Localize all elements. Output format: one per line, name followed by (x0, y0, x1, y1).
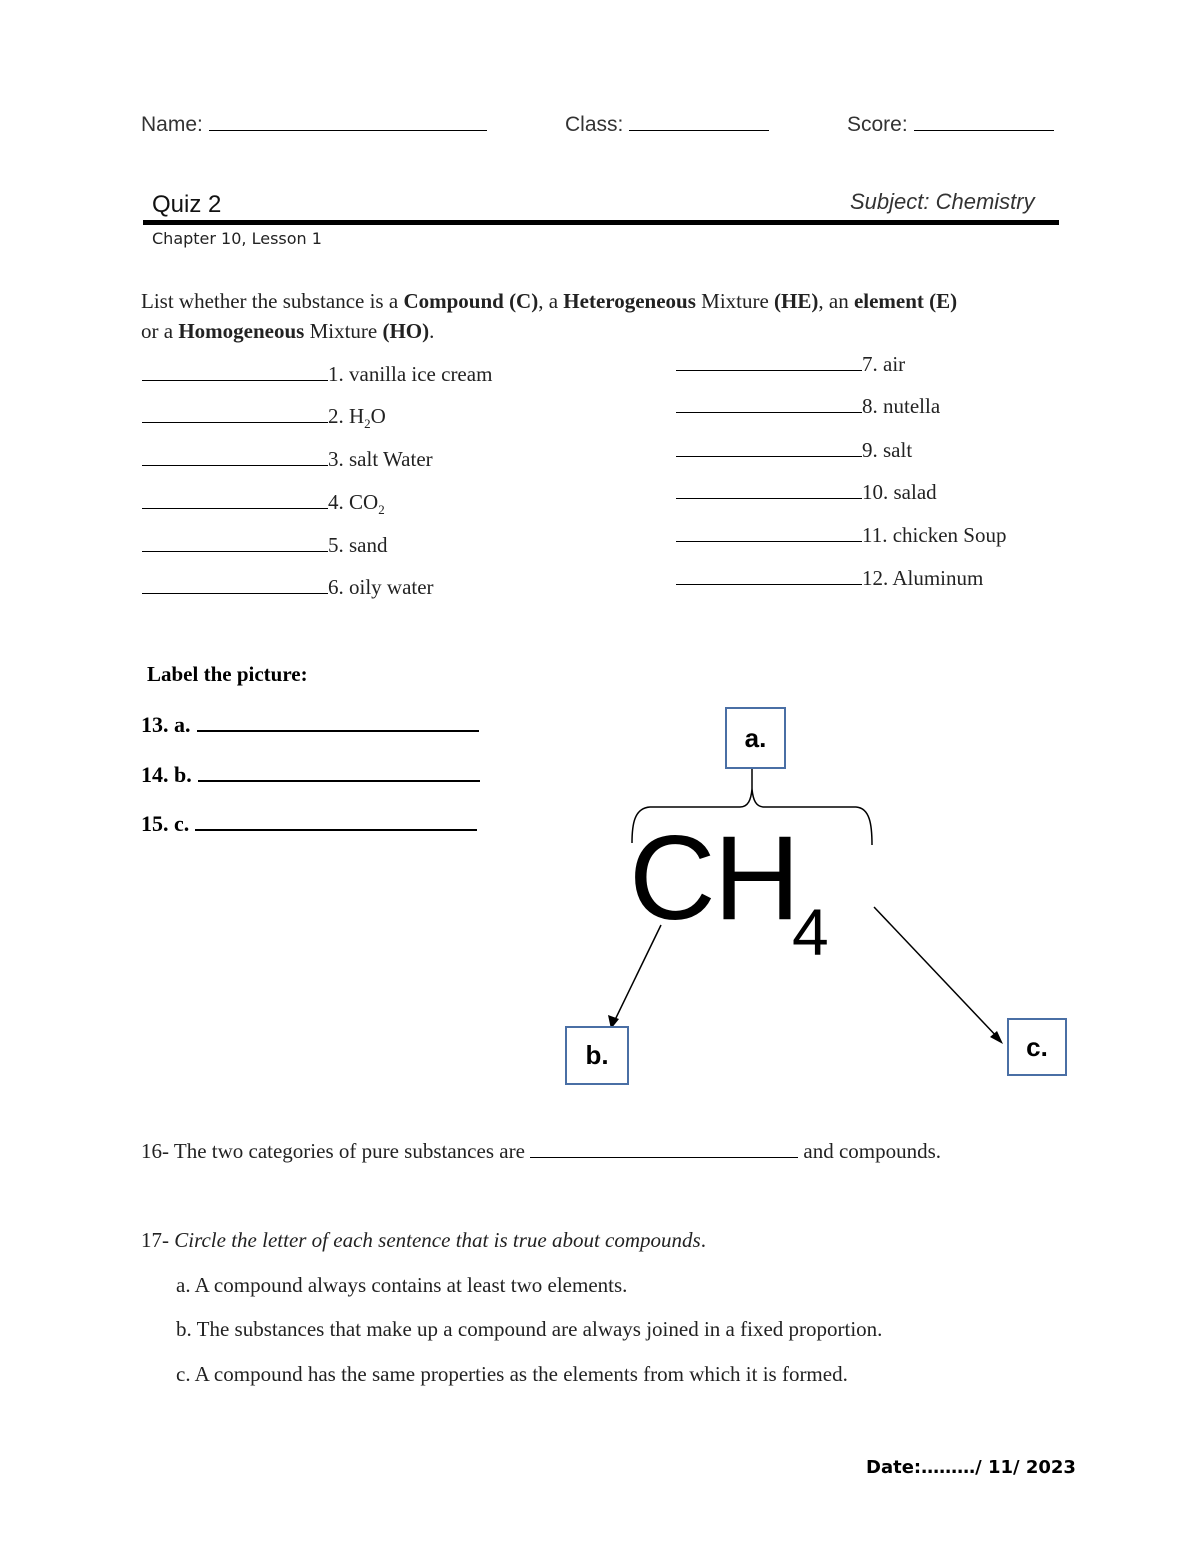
formula-subscript: 4 (792, 895, 829, 969)
item-text: 8. nutella (862, 394, 941, 418)
q17-option-c[interactable]: c. A compound has the same properties as the elements from which it is formed. (176, 1362, 848, 1386)
box-b: b. (565, 1026, 629, 1085)
instr-compound: Compound (C) (403, 289, 539, 313)
q17-option-b[interactable]: b. The substances that make up a compound are always joined in a fixed proportion. (176, 1317, 883, 1341)
instr-text: or a (141, 319, 179, 343)
question-17 (141, 1228, 706, 1253)
instr-text: List whether the substance is a (141, 289, 404, 313)
item-text: 7. air (862, 352, 906, 376)
instr-ho: (HO) (382, 319, 430, 343)
item-subscript: 2 (378, 502, 385, 518)
item-text: 5. sand (328, 533, 388, 557)
q15-label: 15. c. (141, 811, 190, 836)
item-text: 4. CO (328, 490, 379, 514)
q17-number: 17- (141, 1228, 175, 1252)
box-c: c. (1007, 1018, 1067, 1076)
arrow-c (874, 907, 1000, 1040)
instr-text: Mixture (695, 289, 775, 313)
q16-answer-blank[interactable] (530, 1138, 798, 1158)
date-label: Date:………/ 11/ 2023 (866, 1457, 1076, 1478)
q17-period: . (700, 1228, 706, 1252)
instr-heterogeneous: Heterogeneous (563, 289, 696, 313)
item-text: 6. oily water (328, 575, 434, 599)
quiz-title: Quiz 2 (152, 191, 222, 218)
item-text: 2. H (328, 404, 365, 428)
instr-he: (HE) (774, 289, 819, 313)
label-heading: Label the picture: (147, 662, 308, 686)
chapter-label: Chapter 10, Lesson 1 (152, 229, 322, 248)
q16-text: 16- The two categories of pure substances are (141, 1139, 531, 1163)
item-text: O (370, 404, 386, 428)
item-text: 1. vanilla ice cream (328, 362, 493, 386)
item-text: 12. Aluminum (862, 566, 984, 590)
arrowhead-c (990, 1031, 1003, 1044)
instr-element: element (E) (853, 289, 958, 313)
name-label: Name: (141, 113, 203, 136)
instr-homogeneous: Homogeneous (178, 319, 305, 343)
item-subscript: 2 (364, 416, 371, 432)
instr-text: . (429, 319, 435, 343)
subject-label: Subject: Chemistry (850, 189, 1035, 214)
instr-text: , a (538, 289, 564, 313)
q13-label: 13. a. (141, 712, 191, 737)
instr-text: Mixture (304, 319, 383, 343)
score-label: Score: (847, 113, 908, 136)
q17-prompt: Circle the letter of each sentence that is true about compounds (174, 1228, 701, 1252)
instr-text: , an (818, 289, 854, 313)
item-text: 10. salad (862, 480, 937, 504)
q16-text: and compounds. (798, 1139, 942, 1163)
q14-label: 14. b. (141, 762, 192, 787)
question-16 (141, 1138, 941, 1164)
q17-option-a[interactable]: a. A compound always contains at least two elements. (176, 1273, 628, 1297)
formula-ch: CH (629, 811, 799, 945)
item-text: 9. salt (862, 438, 913, 462)
item-text: 3. salt Water (328, 447, 433, 471)
class-label: Class: (565, 113, 624, 136)
item-text: 11. chicken Soup (862, 523, 1007, 547)
box-a: a. (725, 707, 786, 769)
